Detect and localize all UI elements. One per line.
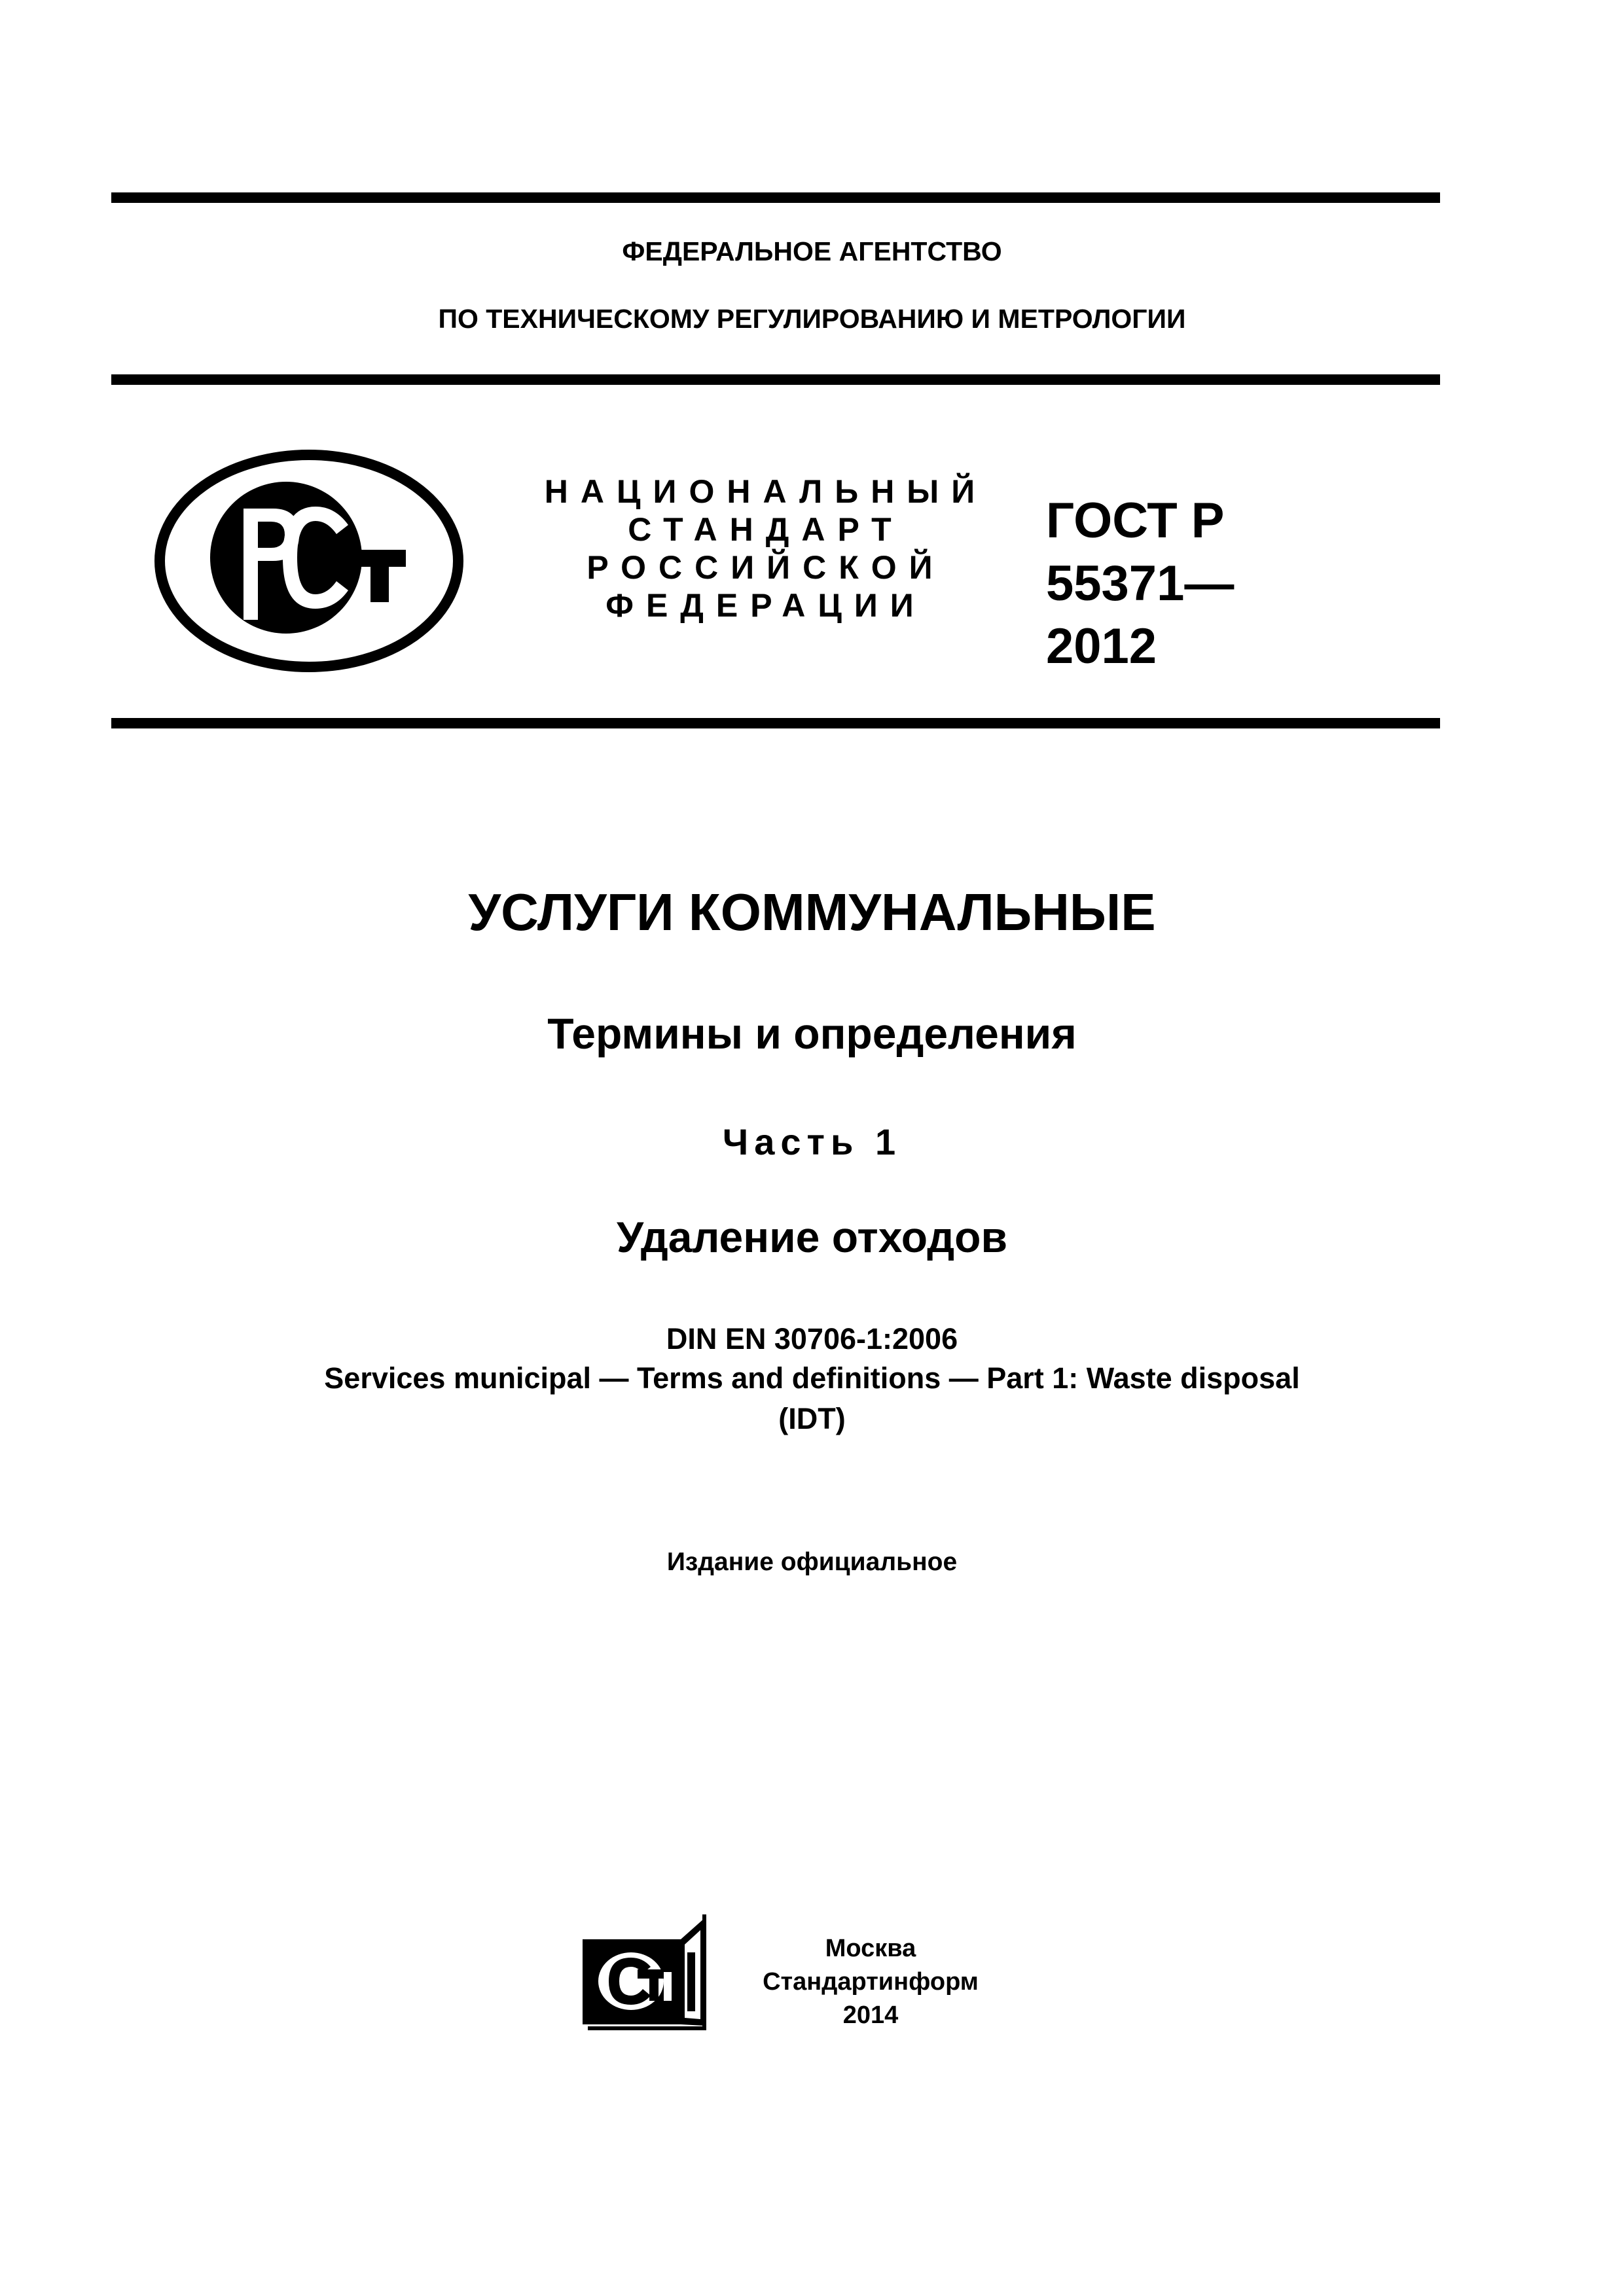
reference-degree: (IDT) — [778, 1402, 846, 1435]
agency-line-1: ФЕДЕРАЛЬНОЕ АГЕНТСТВО — [622, 236, 1002, 266]
standard-number-line-2: 55371— — [1046, 556, 1235, 611]
header-rule — [111, 374, 1440, 385]
reference-title: Services municipal — Terms and definitions — Part 1: Waste disposal — [324, 1361, 1300, 1395]
national-standard-label — [537, 473, 995, 624]
national-line-4: ФЕДЕРАЦИИ — [605, 587, 926, 624]
part-title: Удаление отходов — [616, 1213, 1008, 1261]
national-line-3: РОССИЙСКОЙ — [586, 549, 945, 586]
document-title: УСЛУГИ КОММУНАЛЬНЫЕ — [468, 883, 1156, 941]
document-subtitle: Термины и определения — [547, 1009, 1077, 1058]
edition-label: Издание официальное — [666, 1548, 958, 1576]
publisher-name: Стандартинформ — [763, 1968, 979, 1996]
national-line-1: НАЦИОНАЛЬНЫЙ — [544, 473, 988, 510]
publisher-year: 2014 — [842, 2001, 899, 2029]
top-rule — [111, 192, 1440, 203]
title-block-rule — [111, 718, 1440, 728]
standartinform-logo-icon — [580, 1913, 711, 2034]
agency-line-2: ПО ТЕХНИЧЕСКОМУ РЕГУЛИРОВАНИЮ И МЕТРОЛОГИИ — [438, 304, 1186, 334]
standard-number-line-3: 2012 — [1046, 619, 1157, 674]
standard-number-line-1: ГОСТ Р — [1046, 493, 1225, 548]
publisher-city: Москва — [825, 1935, 916, 1962]
gost-r-logo-icon — [152, 446, 466, 675]
part-number: Часть 1 — [722, 1121, 902, 1162]
reference-standard: DIN EN 30706-1:2006 — [666, 1322, 958, 1355]
standard-number — [1046, 490, 1234, 678]
national-line-2: СТАНДАРТ — [628, 511, 904, 548]
publisher-block — [740, 1932, 1001, 2032]
